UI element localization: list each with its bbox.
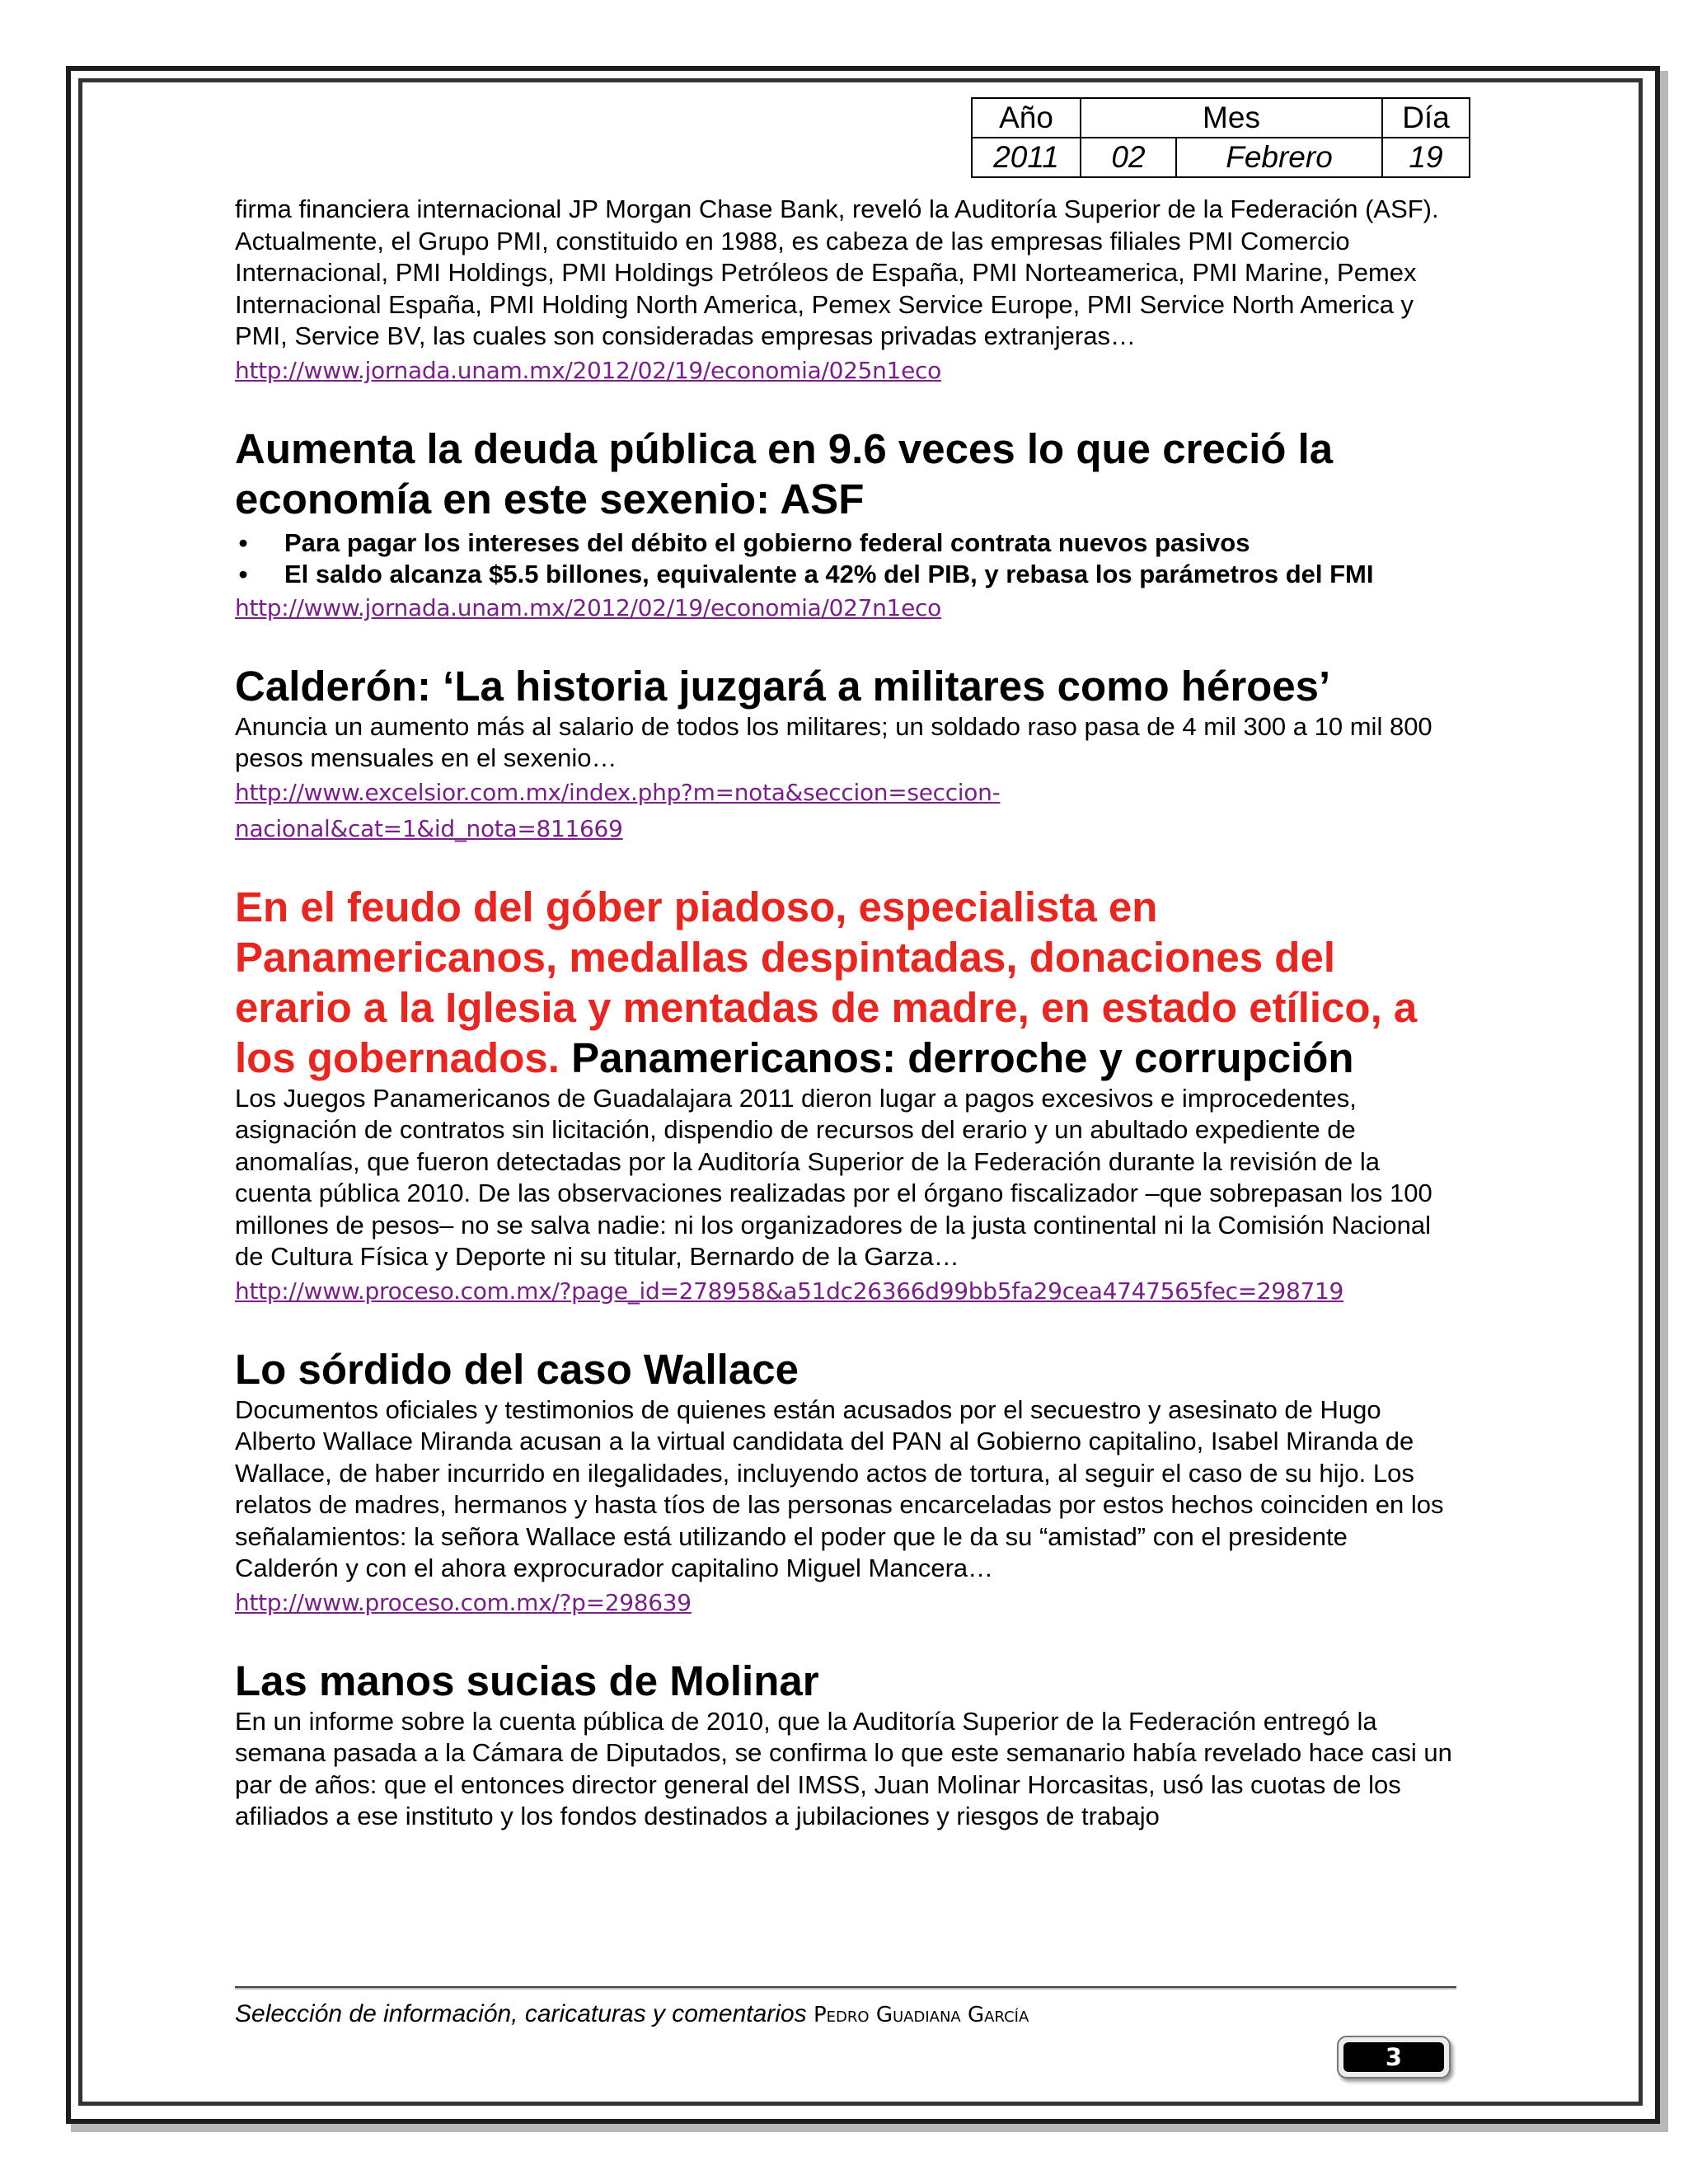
article-4-body: Documentos oficiales y testimonios de quienes están acusados por el secuestro y asesinato de Hugo Alberto Wallace Miranda acusan a la virtual candidata del PAN al Gobierno capitalino, Isabel Miranda de Wallace, de haber incurrido en ilegalidades, incluyendo actos de tortura, al seguir el caso de su hijo. Los relatos de madres, hermanos y hasta tíos de las personas encarceladas por estos hechos coinciden en los señalamientos: la señora Wallace está utilizando el poder que le da su “amistad” con el presidente Calderón y con el ahora exprocurador capitalino Miguel Mancera… — [235, 1394, 1444, 1582]
article-3-link[interactable]: http://www.proceso.com.mx/?page_id=278958&a51dc26366d99bb5fa29cea4747565fec=298719 — [235, 1277, 1344, 1305]
article-3-body: Los Juegos Panamericanos de Guadalajara 2011 dieron lugar a pagos excesivos e improcedentes, asignación de contratos sin licitación, dispendio de recursos del erario y un abultado expediente de anomalías, que fueron detectadas por la Auditoría Superior de la Federación durante la revisión de la cuenta pública 2010. De las observaciones realizadas por el órgano fiscalizador –que sobrepasan los 100 millones de pesos– no se salva nadie: ni los organizadores de la justa continental ni la Comisión Nacional de Cultura Física y Deporte ni su titular, Bernardo de la Garza… — [235, 1083, 1432, 1271]
article-3-title-red: En el feudo del góber piadoso, especialista en Panamericanos, medallas despintadas, donaciones del erario a la Iglesia y mentadas de madre, en estado etílico, a los gobernados. — [235, 883, 1418, 1081]
article-5-body: En un informe sobre la cuenta pública de 2010, que la Auditoría Superior de la Federación entregó la semana pasada a la Cámara de Diputados, se confirma lo que este semanario había revelado hace casi un par de años: que el entonces director general del IMSS, Juan Molinar Horcasitas, usó las cuotas de los afiliados a ese instituto y los fondos destinados a jubilaciones y riesgos de trabajo — [235, 1706, 1452, 1830]
year-value: 2011 — [972, 138, 1081, 177]
page-number: 3 — [1343, 2042, 1444, 2072]
article-2-body: Anuncia un aumento más al salario de todos los militares; un soldado raso pasa de 4 mil 300 a 10 mil 800 pesos mensuales en el sexenio… — [235, 711, 1432, 772]
footer-author-name: Pedro Guadiana García — [814, 2003, 1029, 2027]
month-label: Mes — [1081, 98, 1382, 138]
article-4-title: Lo sórdido del caso Wallace — [235, 1345, 799, 1393]
article-3-title — [235, 882, 1455, 1083]
article-1-bullet-1: • Para pagar los intereses del débito el gobierno federal contrata nuevos pasivos — [284, 527, 1455, 559]
article-1-bullet-2: • El saldo alcanza $5.5 billones, equivalente a 42% del PIB, y rebasa los parámetros del FMI — [284, 559, 1455, 590]
page-number-badge — [1337, 2036, 1451, 2079]
day-value: 19 — [1382, 138, 1470, 177]
date-table — [971, 97, 1470, 178]
article-2-title: Calderón: ‘La historia juzgará a militares como héroes’ — [235, 662, 1331, 710]
article-1-title: Aumenta la deuda pública en 9.6 veces lo que creció la economía en este sexenio: ASF — [235, 424, 1334, 523]
intro-link[interactable]: http://www.jornada.unam.mx/2012/02/19/economia/025n1eco — [235, 356, 941, 384]
day-label: Día — [1382, 98, 1470, 138]
footer-divider — [235, 1986, 1456, 1988]
footer-credit-text: Selección de información, caricaturas y comentarios — [235, 2000, 807, 2027]
page-shadow-right — [1660, 71, 1668, 2129]
month-number: 02 — [1081, 138, 1176, 177]
article-1-link[interactable]: http://www.jornada.unam.mx/2012/02/19/economia/027n1eco — [235, 593, 941, 621]
intro-paragraph-1: firma financiera internacional JP Morgan Chase Bank, reveló la Auditoría Superior de la Federación (ASF). — [235, 194, 1439, 223]
intro-paragraph-2: Actualmente, el Grupo PMI, constituido en 1988, es cabeza de las empresas filiales PMI Comercio Internacional, PMI Holdings, PMI Holdings Petróleos de España, PMI Norteamerica, PMI Marine, Pemex Internacional España, PMI Holding North America, Pemex Service Europe, PMI Service North America y PMI, Service BV, las cuales son consideradas empresas privadas extranjeras… — [235, 226, 1417, 350]
article-2-link-line-1[interactable]: http://www.excelsior.com.mx/index.php?m=nota&seccion=seccion- — [235, 778, 1001, 806]
footer-credit — [235, 1998, 1029, 2032]
article-1-bullets — [235, 527, 1455, 590]
main-content — [235, 194, 1455, 1833]
article-5-title: Las manos sucias de Molinar — [235, 1657, 819, 1704]
article-2-link-line-2[interactable]: nacional&cat=1&id_nota=811669 — [235, 814, 623, 842]
article-4-link[interactable]: http://www.proceso.com.mx/?p=298639 — [235, 1588, 692, 1616]
article-3-title-black: Panamericanos: derroche y corrupción — [571, 1033, 1354, 1081]
year-label: Año — [972, 98, 1081, 138]
month-name: Febrero — [1176, 138, 1382, 177]
page-shadow-bottom — [71, 2124, 1668, 2132]
